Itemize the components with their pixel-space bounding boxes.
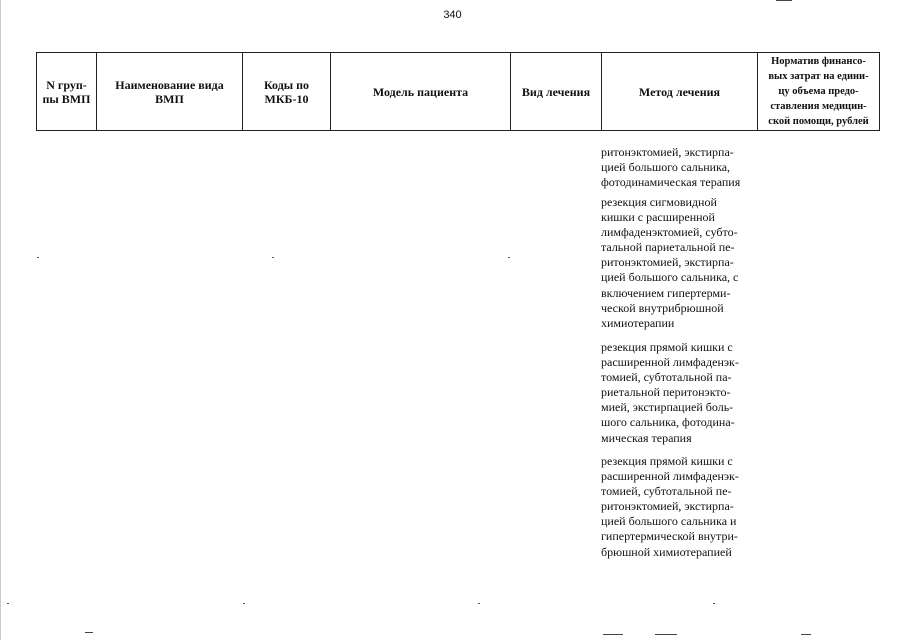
header-label: Коды по МКБ-10: [263, 77, 310, 106]
scan-speck: [508, 257, 510, 258]
scan-edge-mark: [85, 632, 93, 633]
scan-edge-mark: [801, 634, 811, 635]
header-label: N груп- пы ВМП: [42, 77, 91, 106]
method-entry: резекция сигмовидной кишки с расширенной лимфаденэктомией, субто- тальной париетальной пе- ритонэктомией, экстирпа- цией большого сальника, с включением гипертерми- ческой внутрибрюшной химиотерапии: [601, 195, 739, 330]
scan-edge-mark: [776, 0, 792, 1]
header-treatment-method: [602, 53, 758, 131]
scan-speck: [7, 603, 9, 604]
header-patient-model: [331, 53, 511, 131]
header-label: Норматив финансо- вых затрат на едини- цу объема предо- ставления медицин- ской помощи, рублей: [768, 56, 869, 127]
header-group-number: [37, 53, 97, 131]
page-left-edge: [0, 0, 1, 640]
table-header: [36, 52, 880, 131]
header-financial-norm: [758, 53, 880, 131]
method-entry: ритонэктомией, экстирпа- цией большого сальника, фотодинамическая терапия: [601, 145, 741, 190]
method-entry: резекция прямой кишки с расширенной лимфаденэк- томией, субтотальной па- риетальной перитонэкто- мией, экстирпацией боль- шого сальника, фотодина- мическая терапия: [601, 340, 739, 445]
page-number: 340: [443, 9, 462, 21]
method-entry: резекция прямой кишки с расширенной лимфаденэк- томией, субтотальной пе- ритонэктомией, экстирпа- цией большого сальника и гипертермической внутри- брюшной химиотерапией: [601, 454, 739, 559]
header-label: Метод лечения: [638, 84, 721, 99]
scan-speck: [243, 603, 245, 604]
scan-speck: [37, 257, 39, 258]
header-icd-codes: [243, 53, 331, 131]
scan-speck: [272, 257, 274, 258]
scan-edge-mark: [655, 634, 677, 635]
header-treatment-type: [511, 53, 602, 131]
header-row: [37, 53, 880, 131]
header-vmp-name: [97, 53, 243, 131]
header-label: Модель пациента: [372, 84, 469, 99]
header-label: Наименование вида ВМП: [115, 77, 224, 106]
scan-edge-mark: [603, 634, 623, 635]
scan-speck: [478, 603, 480, 604]
scan-speck: [713, 603, 715, 604]
header-label: Вид лечения: [521, 84, 591, 99]
